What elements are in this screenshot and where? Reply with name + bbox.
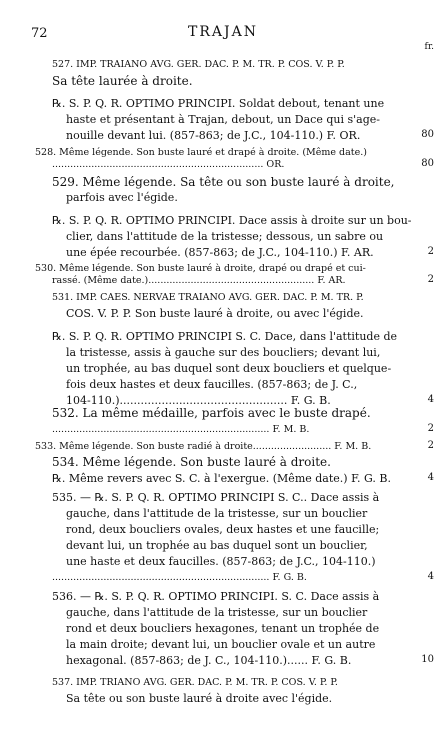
text-line: ...................................................................... OR.	[52, 159, 285, 170]
text-line: parfois avec l'égide.	[66, 191, 178, 204]
column-label: fr.	[424, 42, 434, 52]
text-line: la tristesse, assis à gauche sur des boucliers; devant lui,	[66, 346, 381, 359]
price-value: 2	[427, 440, 434, 451]
text-line: hexagonal. (857-863; de J. C., 104-110.)...... F. G. B.	[66, 654, 352, 667]
text-line: 530. Même légende. Son buste lauré à droite, drapé ou drapé et cui-	[35, 263, 366, 274]
text-line: la main droite; devant lui, un bouclier ovale et un autre	[66, 638, 376, 651]
text-line: 104-110.)................................................ F. G. B.	[66, 394, 331, 407]
text-line: Sa tête ou son buste lauré à droite avec l'égide.	[66, 692, 333, 705]
text-line: rassé. (Même date.)....................................................... F. AR.	[52, 275, 346, 286]
text-line: 529. Même légende. Sa tête ou son buste lauré à droite,	[52, 175, 395, 189]
text-line: gauche, dans l'attitude de la tristesse, sur un bouclier	[66, 606, 368, 619]
text-line: Sa tête laurée à droite.	[52, 74, 193, 88]
text-line: nouille devant lui. (857-863; de J.C., 104-110.) F. OR.	[66, 129, 361, 142]
price-value: 80	[421, 129, 434, 140]
text-line: une haste et deux faucilles. (857-863; de J.C., 104-110.)	[66, 555, 376, 568]
text-line: ........................................................................ F. M. B.	[52, 424, 310, 435]
text-line: 531. IMP. CAES. NERVAE TRAIANO AVG. GER. DAC. P. M. TR. P.	[52, 292, 364, 303]
price-value: 4	[427, 394, 434, 405]
price-value: 2	[427, 423, 434, 434]
text-line: 532. La même médaille, parfois avec le buste drapé.	[52, 406, 371, 420]
text-line: 533. Même légende. Son buste radié à droite.......................... F. M. B.	[35, 441, 372, 452]
text-line: COS. V. P. P. Son buste lauré à droite, ou avec l'égide.	[66, 307, 364, 320]
text-line: ℞. S. P. Q. R. OPTIMO PRINCIPI. Dace assis à droite sur un bou-	[52, 214, 412, 227]
text-line: ℞. Même revers avec S. C. à l'exergue. (Même date.) F. G. B.	[52, 472, 391, 485]
text-line: clier, dans l'attitude de la tristesse; dessous, un sabre ou	[66, 230, 384, 243]
page-number: 72	[31, 26, 48, 41]
price-value: 2	[427, 274, 434, 285]
text-line: 537. IMP. TRIANO AVG. GER. DAC. P. M. TR. P. COS. V. P. P.	[52, 677, 338, 688]
price-value: 10	[421, 654, 434, 665]
text-line: 535. — ℞. S. P. Q. R. OPTIMO PRINCIPI S. C.. Dace assis à	[52, 491, 380, 504]
text-line: 536. — ℞. S. P. Q. R. OPTIMO PRINCIPI. S. C. Dace assis à	[52, 590, 380, 603]
text-line: devant lui, un trophée au bas duquel sont un bouclier,	[66, 539, 368, 552]
price-value: 4	[427, 472, 434, 483]
text-line: fois deux hastes et deux faucilles. (857-863; de J. C.,	[66, 378, 358, 391]
price-value: 4	[427, 571, 434, 582]
text-line: une épée recourbée. (857-863; de J.C., 104-110.) F. AR.	[66, 246, 374, 259]
text-line: 534. Même légende. Son buste lauré à droite.	[52, 455, 331, 469]
page-title: TRAJAN	[188, 24, 258, 40]
text-line: rond et deux boucliers hexagones, tenant un trophée de	[66, 622, 380, 635]
text-line: rond, deux boucliers ovales, deux hastes et une faucille;	[66, 523, 380, 536]
price-value: 80	[421, 158, 434, 169]
text-line: ........................................................................ F. G. B.	[52, 572, 307, 583]
text-line: ℞. S. P. Q. R. OPTIMO PRINCIPI S. C. Dace, dans l'attitude de	[52, 330, 398, 343]
text-line: un trophée, au bas duquel sont deux boucliers et quelque-	[66, 362, 392, 375]
text-line: 527. IMP. TRAIANO AVG. GER. DAC. P. M. TR. P. COS. V. P. P.	[52, 59, 345, 70]
text-line: haste et présentant à Trajan, debout, un Dace qui s'age-	[66, 113, 380, 126]
text-line: ℞. S. P. Q. R. OPTIMO PRINCIPI. Soldat debout, tenant une	[52, 97, 385, 110]
text-line: gauche, dans l'attitude de la tristesse, sur un bouclier	[66, 507, 368, 520]
price-value: 2	[427, 246, 434, 257]
text-line: 528. Même légende. Son buste lauré et drapé à droite. (Même date.)	[35, 147, 367, 158]
